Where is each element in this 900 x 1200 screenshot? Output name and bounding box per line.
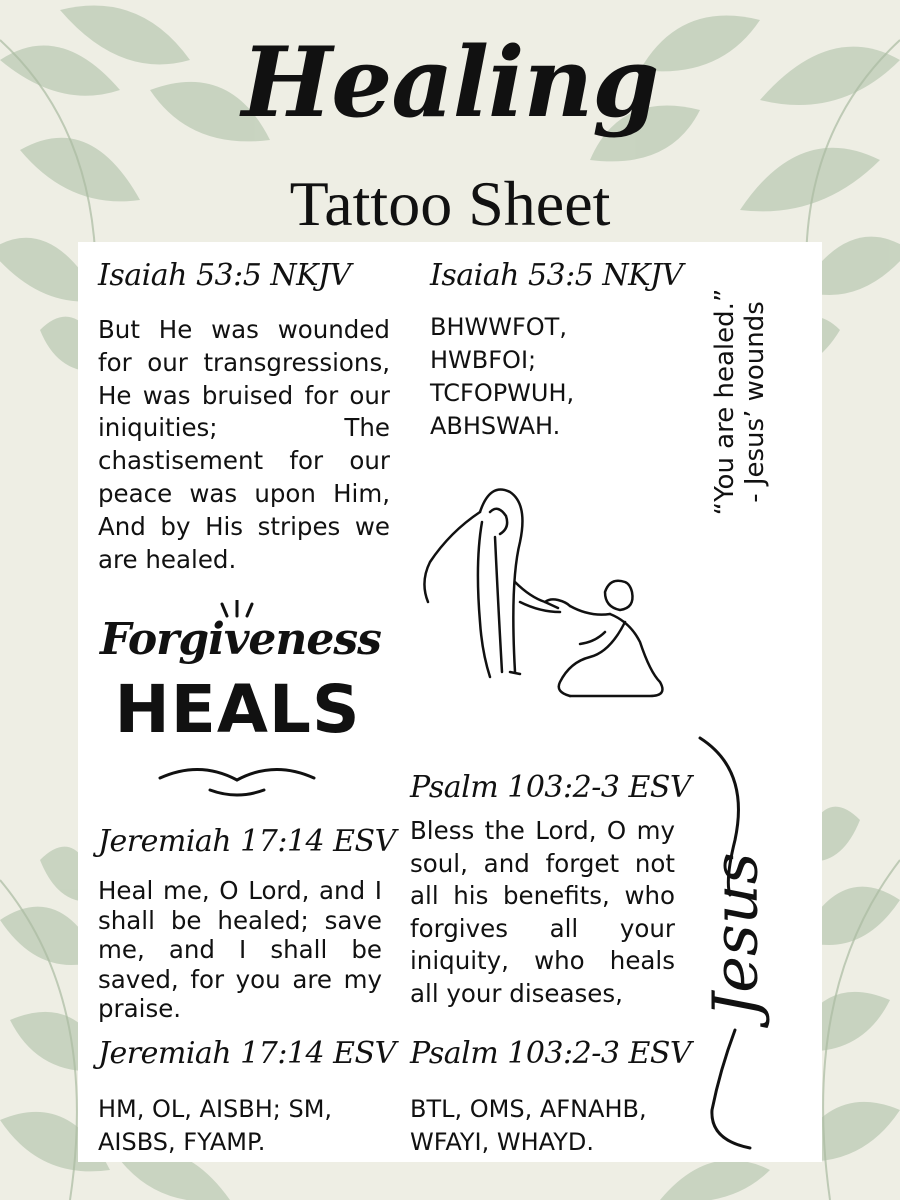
psalm-abbr-text: BTL, OMS, AFNAHB, WFAYI, WHAYD. xyxy=(410,1095,647,1156)
jeremiah-verse: Heal me, O Lord, and I shall be healed; save me, and I shall be saved, for you are my praise. xyxy=(98,876,382,1023)
quote-line-1: “You are healed.” xyxy=(710,288,740,516)
isaiah-abbr-text: BHWWFOT, HWBFOI; TCFOPWUH, ABHSWAH. xyxy=(430,313,575,440)
jesus-script-word xyxy=(690,852,780,1018)
badge-script-text: Forgiveness xyxy=(100,614,381,665)
jeremiah-abbr-reference: Jeremiah 17:14 ESV xyxy=(98,1036,396,1071)
vertical-quote xyxy=(700,262,780,542)
forgiveness-heals-badge xyxy=(100,600,381,800)
quote-line-2: - Jesus’ wounds xyxy=(740,301,770,503)
jesus-healing-illustration xyxy=(420,482,675,702)
jesus-script-text: Jesus xyxy=(698,852,772,1018)
jeremiah-abbr-text: HM, OL, AISBH; SM, AISBS, FYAMP. xyxy=(98,1095,333,1156)
page-subtitle: Tattoo Sheet xyxy=(289,168,611,239)
psalm-verse: Bless the Lord, O my soul, and forget not all his benefits, who forgives all your iniquity, who heals all your diseases, xyxy=(410,816,675,1008)
badge-block-text: HEALS xyxy=(114,671,361,748)
isaiah-reference: Isaiah 53:5 NKJV xyxy=(98,258,351,293)
page-title: Healing xyxy=(241,26,659,139)
psalm-abbr-reference: Psalm 103:2-3 ESV xyxy=(410,1036,692,1071)
isaiah-abbr-reference: Isaiah 53:5 NKJV xyxy=(430,258,683,293)
jeremiah-reference: Jeremiah 17:14 ESV xyxy=(98,824,396,859)
psalm-reference: Psalm 103:2-3 ESV xyxy=(410,770,692,805)
isaiah-verse: But He was wounded for our transgressions, He was bruised for our iniquities; The chastisement for our peace was upon Him, And by His stripes we are healed. xyxy=(98,315,390,574)
